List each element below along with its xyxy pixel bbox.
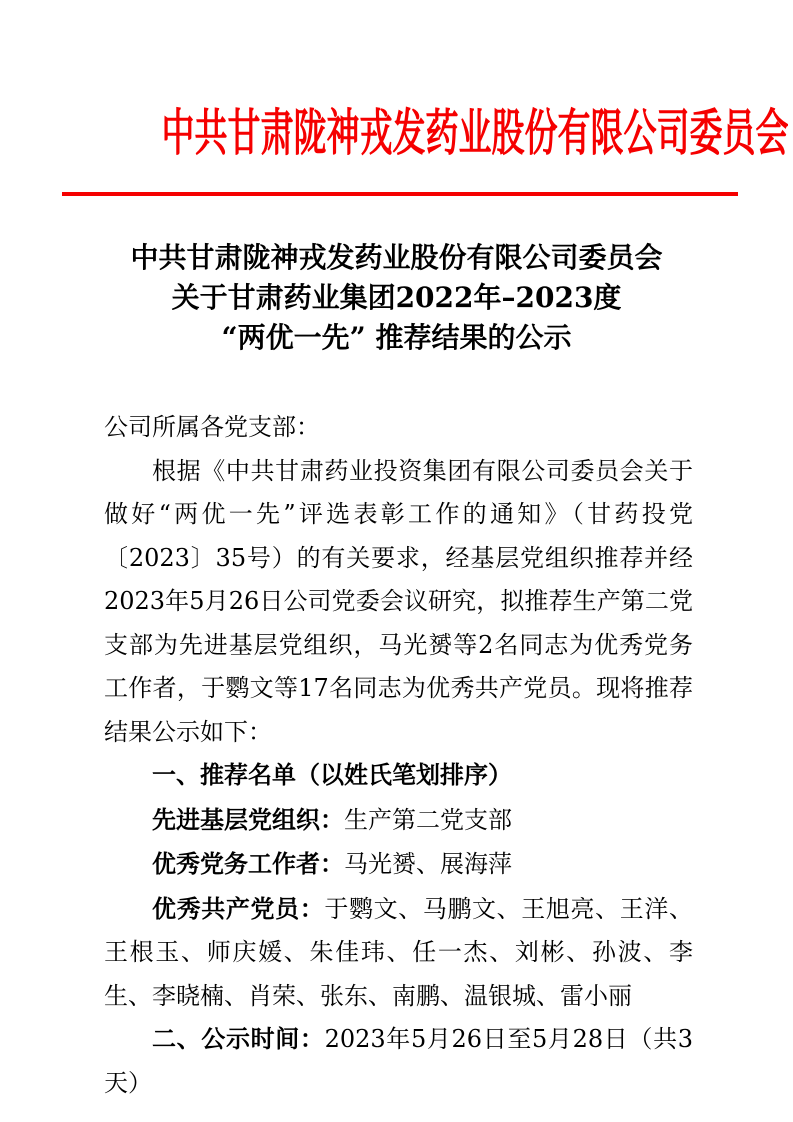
letterhead-title: 中共甘肃陇神戎发药业股份有限公司委员会: [161, 103, 789, 162]
advanced-org-value: 生产第二党支部: [344, 805, 512, 834]
recommendation-outstanding-worker: [104, 842, 693, 887]
document-title-line1: 中共甘肃陇神戎发药业股份有限公司委员会: [130, 241, 663, 274]
salutation: 公司所属各党支部：: [104, 413, 320, 441]
document-title: [0, 238, 793, 358]
outstanding-worker-label: 优秀党务工作者：: [152, 849, 344, 878]
outstanding-member-value: 于鹦文、马鹏文、王旭亮、王洋、王根玉、师庆媛、朱佳玮、任一杰、刘彬、孙波、李生、李晓楠、肖荣、张东、南鹏、温银城、雷小丽: [104, 894, 694, 1010]
recommendation-outstanding-member: [104, 887, 693, 1019]
letterhead-divider-rule: [62, 192, 738, 196]
outstanding-worker-value: 马光赟、展海萍: [344, 850, 512, 878]
document-title-line3: “两优一先” 推荐结果的公示: [221, 321, 572, 354]
advanced-org-label: 先进基层党组织：: [152, 804, 344, 834]
document-body: [104, 406, 693, 1105]
intro-paragraph: 根据《中共甘肃药业投资集团有限公司委员会关于做好“两优一先”评选表彰工作的通知》（甘药投党〔2023〕35号）的有关要求，经基层党组织推荐并经2023年5月26日公司党委会议研究，拟推荐生产第二党支部为先进基层党组织，马光赟等2名同志为优秀党务工作者，于鹦文等17名同志为优秀共产党员。现将推荐结果公示如下：: [104, 456, 693, 746]
letterhead: [0, 104, 793, 162]
section2-value: 2023年5月26日至5月28日（共3天）: [104, 1025, 693, 1097]
document-title-line2: 关于甘肃药业集团2022年–2023度: [171, 281, 622, 314]
section2-label: 二、公示时间：: [152, 1025, 325, 1053]
section1-heading: 一、推荐名单（以姓氏笔划排序）: [152, 761, 512, 789]
section2-publicity-period: [104, 1018, 693, 1105]
recommendation-advanced-org: [104, 798, 693, 843]
outstanding-member-label: 优秀共产党员：: [152, 893, 325, 923]
